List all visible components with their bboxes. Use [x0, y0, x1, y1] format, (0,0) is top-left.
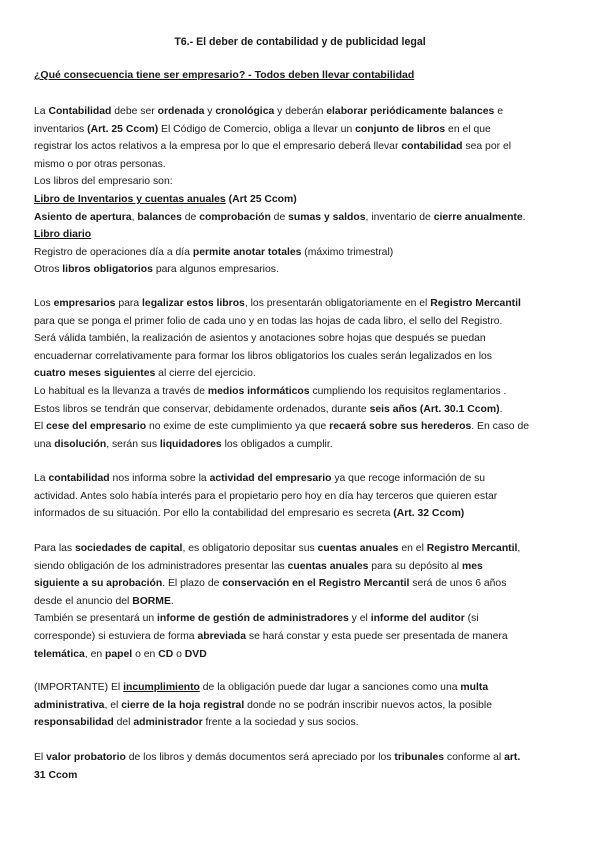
bold-text: valor probatorio [46, 752, 126, 763]
bold-text: permite anotar totales [192, 246, 302, 258]
bold-text: recaerá sobre sus herederos [329, 421, 472, 433]
text-line [34, 383, 568, 401]
text: corresponde) si estuviera de forma [34, 630, 198, 642]
text: e [494, 106, 503, 117]
bold-text: actividad del empresario [209, 473, 332, 484]
text: para que se ponga el primer folio de cada uno y en todas las hojas de cada libro, el sello del Registro. [34, 315, 503, 327]
bold-text: conjunto de libros [355, 123, 446, 135]
text: La [34, 473, 49, 484]
bold-text: multa [460, 682, 489, 693]
text: frente a la sociedad y sus socios. [202, 717, 359, 729]
text-line [34, 488, 568, 506]
bold-text: empresarios [53, 298, 116, 309]
text-line [34, 679, 568, 697]
text: También se presentará un [34, 613, 158, 625]
text: El [34, 752, 47, 763]
text-line [34, 261, 568, 279]
text-line [34, 138, 568, 156]
bold-text: sociedades de capital [75, 543, 183, 554]
text: . En caso de [471, 421, 530, 433]
text-line [34, 295, 568, 313]
bold-text: CD [158, 648, 174, 660]
text: . El plazo de [162, 578, 223, 590]
text-line [34, 714, 568, 732]
text: Será válida también, la realización de asientos y anotaciones sobre hojas que después se puedan [34, 333, 486, 345]
text-line [34, 156, 568, 174]
bold-text: Registro Mercantil [426, 543, 518, 554]
bold-text: BORME [132, 595, 171, 607]
bold-text: legalizar estos libros [142, 298, 245, 309]
text-line [34, 505, 568, 523]
bold-text: tribunales [394, 752, 445, 763]
text: mismo o por otras personas. [34, 158, 166, 170]
bold-text: Asiento de apertura [34, 211, 132, 223]
paragraph-valor-probatorio [34, 749, 568, 784]
bold-text: ordenada [157, 106, 205, 117]
bold-text: balances [137, 211, 182, 223]
text: inventarios [34, 123, 88, 135]
text-line [34, 348, 568, 366]
text: , serán sus [106, 438, 160, 450]
text-line [34, 191, 568, 209]
text-line [34, 173, 568, 191]
text-line [34, 646, 568, 664]
bold-text: telemática [34, 648, 85, 660]
text: Los [34, 298, 54, 309]
text-line [34, 610, 568, 628]
text: o [173, 648, 185, 660]
text: El [34, 421, 47, 433]
text: sea por el [462, 141, 512, 153]
text: Registro de operaciones día a día [34, 246, 193, 258]
text: y el [348, 613, 371, 625]
text: cumpliendo los requisitos reglamentarios . [309, 385, 507, 397]
text-line [34, 575, 568, 593]
bold-text: disolución [54, 438, 107, 450]
bold-text: abreviada [197, 630, 246, 642]
text-line [34, 540, 568, 558]
section-question: ¿Qué consecuencia tiene ser empresario? - Todos deben llevar contabilidad [34, 69, 415, 81]
text-line [34, 244, 568, 262]
text: o en [132, 648, 159, 660]
text-line [34, 697, 568, 715]
text-line [34, 121, 568, 139]
bold-text: cronológica [215, 106, 275, 117]
text-line [34, 470, 568, 488]
text-line [34, 313, 568, 331]
bold-text: informe de gestión de administradores [157, 613, 349, 625]
text: conforme al [444, 752, 505, 763]
text-line [34, 767, 568, 785]
text: de [270, 211, 289, 223]
text: para algunos empresarios. [152, 264, 279, 276]
bold-text: liquidadores [159, 438, 222, 450]
text: en el que [445, 123, 491, 135]
text: (máximo trimestral) [301, 246, 394, 258]
paragraph-secreto [34, 470, 568, 523]
text: encuadernar correlativamente para formar los libros obligatorios los cuales serán legalizados en los [34, 350, 493, 362]
bold-text: comprobación [199, 211, 271, 223]
bold-text: cese del empresario [46, 421, 147, 433]
bold-text: Libro diario [34, 229, 92, 241]
bold-text: (Art. 32 Ccom) [393, 508, 465, 520]
text: siendo obligación de los administradores presentar las [34, 560, 288, 572]
text-line [34, 436, 568, 454]
text-line [34, 418, 568, 436]
text: , en [84, 648, 106, 660]
bold-text: elaborar periódicamente balances [326, 106, 495, 117]
text: , inventario de [365, 211, 434, 223]
bold-text: contabilidad [48, 473, 110, 484]
text: Para las [34, 543, 76, 554]
text: (si [464, 613, 479, 625]
text-line [34, 103, 568, 121]
bold-text: responsabilidad [34, 717, 114, 729]
text: Los libros del empresario son: [34, 176, 173, 188]
bold-text: DVD [184, 648, 207, 660]
text-line [34, 628, 568, 646]
paragraph-legalizacion [34, 295, 568, 453]
bold-text: cuatro meses siguientes [34, 368, 156, 380]
text: ya que recoge información de su [331, 473, 486, 484]
paragraph-sociedades [34, 540, 568, 663]
text: para [115, 298, 143, 309]
text: La [34, 106, 49, 117]
text: , el [104, 699, 122, 711]
paragraph-incumplimiento [34, 679, 568, 732]
text: Otros [34, 264, 63, 276]
bold-text: papel [105, 648, 133, 660]
bold-text: cuentas anuales [317, 543, 399, 554]
text: , [131, 211, 138, 223]
page-title: T6.- El deber de contabilidad y de publicidad legal [174, 36, 426, 48]
bold-text: contabilidad [401, 141, 463, 153]
bold-text: libros obligatorios [62, 264, 153, 276]
paragraph-contabilidad [34, 103, 568, 279]
text-line [34, 749, 568, 767]
text: y deberán [274, 106, 327, 117]
text: y [204, 106, 216, 117]
bold-text: (Art. 30.1 Ccom) [419, 403, 500, 415]
text: de los libros y demás documentos será apreciado por los [125, 752, 395, 763]
bold-text: art. [504, 752, 521, 763]
text: de la obligación puede dar lugar a sanciones como una [199, 682, 461, 693]
text: El Código de Comercio, obliga a llevar un [158, 123, 356, 135]
bold-text: incumplimiento [123, 682, 200, 693]
text: no exime de este cumplimiento ya que [146, 421, 330, 433]
bold-text: medios informáticos [207, 385, 310, 397]
text: , es obligatorio depositar sus [182, 543, 318, 554]
bold-text: Registro Mercantil [430, 298, 521, 309]
text: Estos libros se tendrán que conservar, debidamente ordenados, durante [34, 403, 370, 415]
text: en el [398, 543, 427, 554]
text: una [34, 438, 55, 450]
bold-text: conservación en el Registro Mercantil [222, 578, 410, 590]
text: , los presentarán obligatoriamente en el [244, 298, 431, 309]
text: . [170, 595, 174, 607]
text: para su depósito al [368, 560, 462, 572]
text: de [181, 211, 200, 223]
text: . [522, 211, 526, 223]
text-line [34, 226, 568, 244]
bold-text: seis años [369, 403, 417, 415]
bold-text: (Art 25 Ccom) [225, 193, 297, 205]
text-line [34, 209, 568, 227]
text: se hará constar y esta puede ser presentada de manera [245, 630, 508, 642]
bold-text: cuentas anuales [287, 560, 369, 572]
text-line [34, 558, 568, 576]
text: será de unos 6 años [409, 578, 507, 590]
text-line [34, 365, 568, 383]
bold-text: sumas y saldos [288, 211, 366, 223]
text: desde el anuncio del [34, 595, 133, 607]
bold-text: cierre anualmente [433, 211, 523, 223]
bold-text: informe del auditor [370, 613, 465, 625]
bold-text: administrativa [34, 699, 105, 711]
bold-text: siguiente a su aprobación [34, 578, 163, 590]
text: los obligados a cumplir. [221, 438, 333, 450]
text: informados de su situación. Por ello la contabilidad del empresario es secreta [34, 508, 394, 520]
bold-text: mes [462, 560, 483, 572]
text-line [34, 330, 568, 348]
text: Lo habitual es la llevanza a través de [34, 385, 208, 397]
text: donde no se podrán inscribir nuevos actos, la posible [244, 699, 493, 711]
text: registrar los actos relativos a la empresa por lo que el empresario deberá llevar [34, 141, 402, 153]
bold-text: Contabilidad [48, 106, 112, 117]
bold-text: Libro de Inventarios y cuentas anuales [34, 193, 226, 205]
text-line [34, 593, 568, 611]
text: nos informa sobre la [109, 473, 210, 484]
bold-text: 31 Ccom [34, 769, 78, 781]
text: actividad. Antes solo había interés para el propietario pero hoy en día hay terceros que quieren estar [34, 490, 498, 502]
text-line [34, 401, 568, 419]
text: , [517, 543, 521, 554]
text: (IMPORTANTE) El [34, 682, 124, 693]
text: . [499, 403, 503, 415]
text: debe ser [111, 106, 158, 117]
bold-text: administrador [133, 717, 203, 729]
bold-text: (Art. 25 Ccom) [87, 123, 159, 135]
text: al cierre del ejercicio. [155, 368, 256, 380]
bold-text: cierre de la hoja registral [121, 699, 245, 711]
text: del [113, 717, 134, 729]
